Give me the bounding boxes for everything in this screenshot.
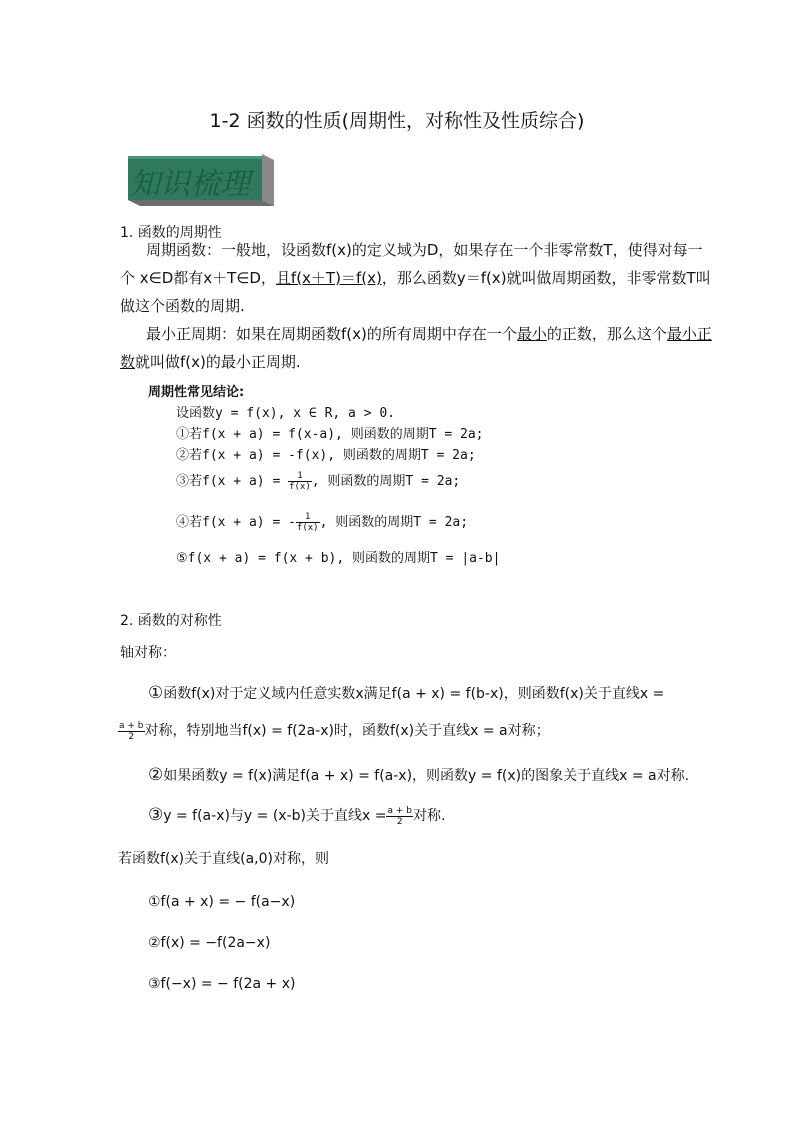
definition-line-1: 周期函数：一般地，设函数f(x)的定义域为D，如果存在一个非零常数T，使得对每一 [146, 241, 703, 259]
conclusion-title: 周期性常见结论: [148, 385, 245, 400]
section2-heading: 2. 函数的对称性 [120, 613, 222, 629]
definition-line-3: 做这个函数的周期. [120, 297, 245, 315]
rule-2: ②如果函数y = f(x)满足f(a + x) = f(a-x)，则函数y = f(x)的图象关于直线x = a对称. [148, 765, 690, 785]
conclusion-5: ⑤f(x + a) = f(x + b), 则函数的周期T = |a-b| [176, 551, 501, 566]
conclusion-1: ①若f(x + a) = f(x-a), 则函数的周期T = 2a; [176, 427, 484, 442]
definition-line-2: 个 x∈D都有x＋T∈D，且f(x＋T)＝f(x)，那么函数y＝f(x)就叫做周期函数，非零常数T叫 [120, 269, 711, 287]
periodic-condition: 且f(x＋T)＝f(x) [275, 269, 382, 287]
section1-heading: 1. 函数的周期性 [120, 225, 222, 241]
fraction: $\frac{1}{f(x)}$ [296, 512, 319, 533]
axis-symmetry-label: 轴对称： [120, 645, 176, 661]
fraction: $\frac{a + b}{2}$ [387, 805, 412, 827]
conclusion-3: ③若f(x + a) = $\frac{1}{f(x)}$ , 则函数的周期T = 2a; [176, 471, 461, 492]
conclusion-setup: 设函数y = f(x), x ∈ R, a > 0. [176, 406, 396, 421]
rule-3: ③y = f(a-x)与y = (x-b)关于直线x = $\frac{a + b}{2}$ 对称. [148, 805, 446, 827]
fraction: $\frac{a + b}{2}$ [119, 720, 144, 742]
point-rule-1: ①f(a + x) = − f(a−x) [148, 894, 296, 910]
point-symmetry-label: 若函数f(x)关于直线(a,0)对称，则 [118, 851, 329, 867]
rule-1-line-1: ①函数f(x)对于定义域内任意实数x满足f(a + x) = f(b-x)，则函数f(x)关于直线x = [148, 683, 665, 703]
section-banner [124, 154, 274, 206]
point-rule-2: ②f(x) = −f(2a−x) [148, 935, 271, 951]
point-rule-3: ③f(−x) = − f(2a + x) [148, 976, 296, 992]
conclusion-4: ④若f(x + a) = - $\frac{1}{f(x)}$ , 则函数的周期T = 2a; [176, 512, 469, 533]
conclusion-2: ②若f(x + a) = -f(x), 则函数的周期T = 2a; [176, 448, 476, 463]
min-period-line-1: 最小正周期：如果在周期函数f(x)的所有周期中存在一个最小的正数，那么这个最小正 [146, 325, 712, 343]
rule-1-line-2: $\frac{a + b}{2}$ 对称，特别地当f(x) = f(2a-x)时，函数f(x)关于直线x = a对称； [119, 720, 550, 742]
page-title: 1-2 函数的性质(周期性，对称性及性质综合) [209, 110, 585, 132]
banner-text: 知识梳理 [130, 167, 250, 202]
min-period-line-2: 数就叫做f(x)的最小正周期. [120, 353, 301, 371]
fraction: $\frac{1}{f(x)}$ [289, 471, 311, 492]
